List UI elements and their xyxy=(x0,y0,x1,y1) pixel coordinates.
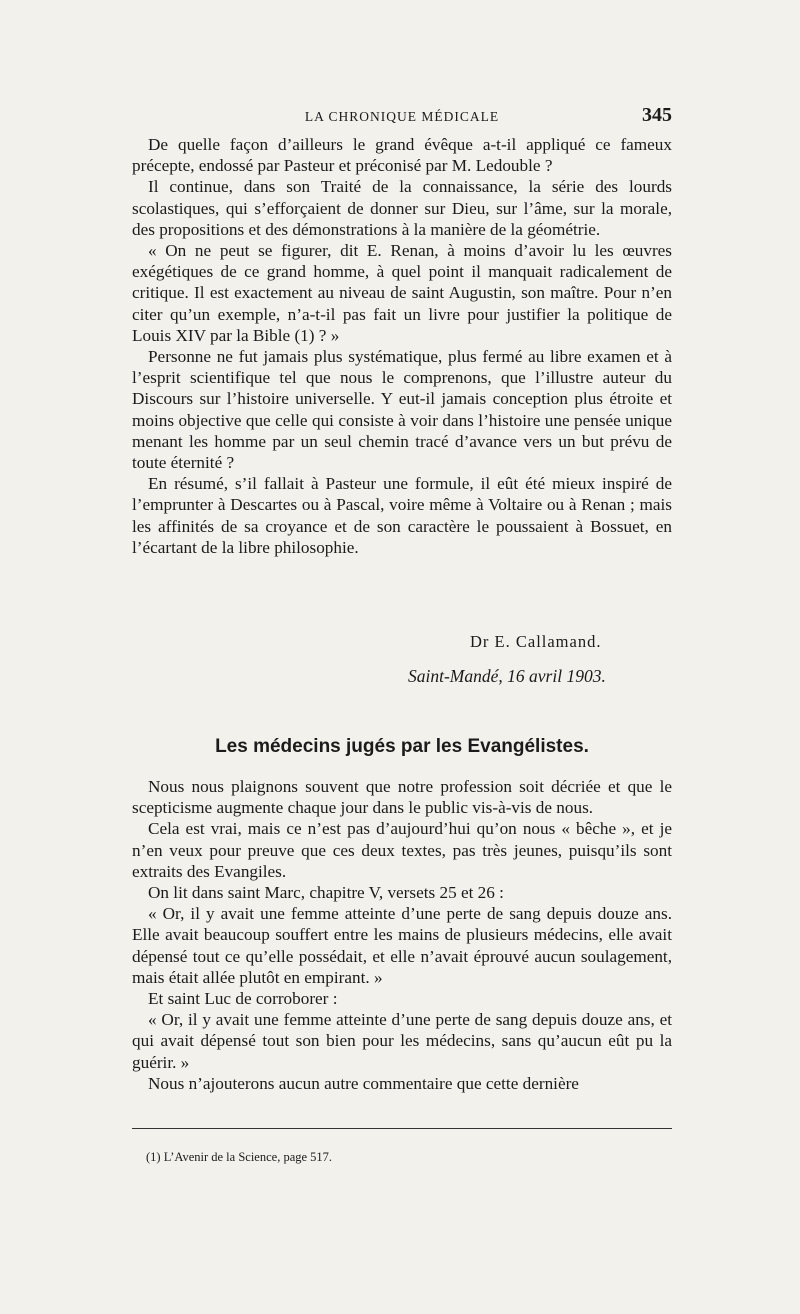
paragraph: Et saint Luc de corroborer : xyxy=(148,989,338,1009)
page-number: 345 xyxy=(642,104,672,126)
author-signature: Dr E. Callamand. xyxy=(470,632,602,651)
paragraph: Nous n’ajouterons aucun autre commentaire que cette dernière xyxy=(148,1073,579,1093)
body-text-bottom xyxy=(132,776,672,1094)
paragraph: « Or, il y avait une femme atteinte d’une perte de sang depuis douze ans. Elle avait beaucoup souffert entre les mains de plusieurs médecins, elle avait dépensé tout ce qu’elle possédait, et elle n’avait éprouvé aucun soulagement, mais était allée plutôt en empirant. » xyxy=(132,904,672,987)
page-header xyxy=(132,104,672,128)
paragraph: « Or, il y avait une femme atteinte d’une perte de sang depuis douze ans, et qui avait dépensé tout son bien pour les médecins, sans qu’aucun eût pu la guérir. » xyxy=(132,1010,672,1072)
footnote: (1) L’Avenir de la Science, page 517. xyxy=(146,1150,333,1164)
place-date: Saint-Mandé, 16 avril 1903. xyxy=(408,666,606,686)
body-text-top xyxy=(132,134,672,558)
paragraph: Il continue, dans son Traité de la connaissance, la série des lourds scolastiques, qui s’efforçaient de donner sur Dieu, sur l’âme, sur la morale, des propositions et des démonstrations à la manière de la géométrie. xyxy=(132,177,672,239)
paragraph: Personne ne fut jamais plus systématique, plus fermé au libre examen et à l’esprit scientifique tel que nous le comprenons, que l’illustre auteur du Discours sur l’histoire universelle. Y eut-il jamais conception plus étroite et moins objective que celle qui consiste à voir dans l’histoire une pensée unique menant les homme par un seul chemin tracé d’avance vers un but prévu de toute éternité ? xyxy=(132,347,672,473)
paragraph: « On ne peut se figurer, dit E. Renan, à moins d’avoir lu les œuvres exégétiques de ce grand homme, à quel point il manquait radicalement de critique. Il est exactement au niveau de saint Augustin, son maître. Pour n’en citer qu’un exemple, n’a-t-il pas fait un livre pour justifier la politique de Louis XIV par la Bible (1) ? » xyxy=(132,241,672,345)
section-title: Les médecins jugés par les Evangélistes. xyxy=(215,736,589,757)
paragraph: Cela est vrai, mais ce n’est pas d’aujourd’hui qu’on nous « bêche », et je n’en veux pour preuve que ces deux textes, pas très jeunes, puisqu’ils sont extraits des Evangiles. xyxy=(132,819,672,881)
running-title: LA CHRONIQUE MÉDICALE xyxy=(304,109,500,124)
footnote-divider xyxy=(132,1128,672,1129)
paragraph: On lit dans saint Marc, chapitre V, versets 25 et 26 : xyxy=(148,883,504,903)
paragraph: De quelle façon d’ailleurs le grand évêque a-t-il appliqué ce fameux précepte, endossé par Pasteur et préconisé par M. Ledouble ? xyxy=(132,135,672,176)
paragraph: Nous nous plaignons souvent que notre profession soit décriée et que le scepticisme augmente chaque jour dans le public vis-à-vis de nous. xyxy=(132,777,672,818)
paragraph: En résumé, s’il fallait à Pasteur une formule, il eût été mieux inspiré de l’emprunter à Descartes ou à Pascal, voire même à Voltaire ou à Renan ; mais les affinités de sa croyance et de son caractère le poussaient à Bossuet, en l’écartant de la libre philosophie. xyxy=(132,474,672,557)
